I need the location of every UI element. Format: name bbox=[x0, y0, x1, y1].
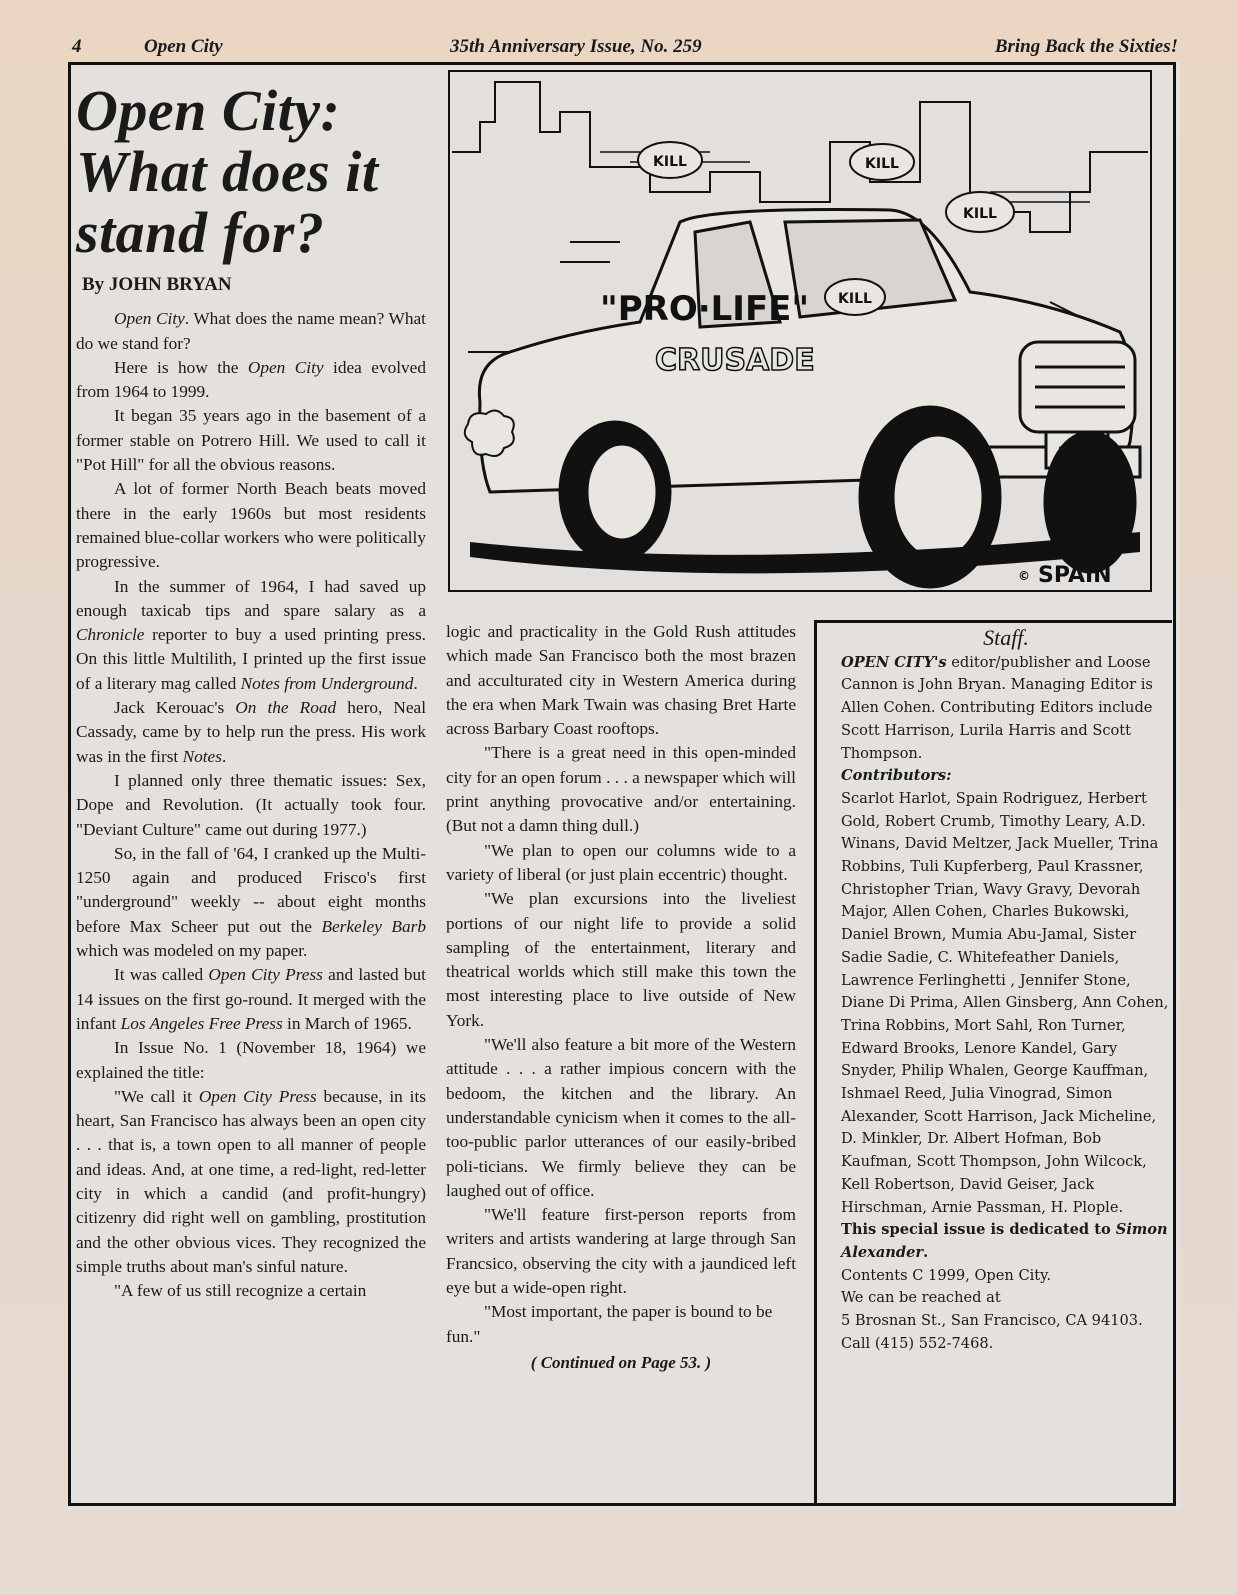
running-head bbox=[72, 36, 1178, 60]
paragraph: It was called Open City Press and lasted but 14 issues on the first go-round. It merged with the infant Los Angeles Free Press in March of 1965. bbox=[76, 965, 426, 1033]
headline-line: What does it bbox=[76, 139, 379, 204]
continued-on-link[interactable]: ( Continued on Page 53. ) bbox=[530, 1352, 712, 1372]
contact-line: We can be reached at bbox=[841, 1289, 1001, 1307]
paragraph: "We'll also feature a bit more of the Western attitude . . . a rather impious concern with the bedoom, the kitchen and the library. An understandable cynicism when it comes to the all-too-public parlor utterances of our easily-bribed poli-ticians. We firmly believe they can be laughed out of office. bbox=[446, 1035, 796, 1200]
copyright-notice: Contents C 1999, Open City. bbox=[841, 1266, 1052, 1284]
editorial-cartoon bbox=[448, 70, 1152, 592]
article-column-1 bbox=[76, 80, 426, 1303]
svg-text:KILL: KILL bbox=[865, 156, 899, 172]
paragraph: It began 35 years ago in the basement of a former stable on Potrero Hill. We used to call it "Pot Hill" for all the obvious reasons. bbox=[76, 406, 426, 475]
article-column-2 bbox=[446, 620, 796, 1375]
artist-signature: SPAIN bbox=[1038, 563, 1112, 588]
svg-text:KILL: KILL bbox=[653, 154, 687, 170]
thought-bubble bbox=[825, 279, 885, 315]
paragraph: "A few of us still recognize a certain bbox=[114, 1281, 367, 1301]
staff-box bbox=[814, 620, 1172, 1506]
paragraph: Open City. What does the name mean? What do we stand for? bbox=[76, 309, 426, 353]
paragraph: Jack Kerouac's On the Road hero, Neal Cassady, came by to help run the press. His work was in the first Notes. bbox=[76, 698, 427, 766]
page-number: 4 bbox=[72, 36, 82, 57]
byline: By JOHN BRYAN bbox=[82, 274, 232, 295]
headline-line: stand for? bbox=[76, 200, 325, 265]
dedication: This special issue is dedicated to Simon Alexander. bbox=[841, 1221, 1168, 1261]
issue-label: 35th Anniversary Issue, No. 259 bbox=[450, 36, 702, 57]
staff-editors: OPEN CITY's editor/publisher and Loose Cannon is John Bryan. Managing Editor is Allen Cohen. Contributing Editors include Scott Harrison, Lurila Harris and Scott Thompson. bbox=[841, 653, 1153, 762]
headline bbox=[76, 80, 426, 263]
copyright-mark: © bbox=[1018, 569, 1030, 583]
car-lettering-pro-life: "PRO·LIFE" bbox=[600, 289, 810, 329]
paragraph: In the summer of 1964, I had saved up enough taxicab tips and spare salary as a Chronicle reporter to buy a used printing press. On this little Multilith, I printed up the first issue of a literary mag called Notes from Underground. bbox=[76, 576, 426, 693]
publication-name: Open City bbox=[144, 36, 223, 57]
paragraph: "We'll feature first-person reports from writers and artists wandering at large through San Francsico, observing the city with a jaundiced left eye but a wide-open right. bbox=[446, 1205, 796, 1298]
paragraph: I planned only three thematic issues: Sex, Dope and Revolution. (It actually took four. "Deviant Culture" came out during 1977.) bbox=[76, 770, 426, 839]
svg-text:KILL: KILL bbox=[963, 206, 997, 222]
headline-line: Open City: bbox=[76, 78, 341, 143]
license-plate: KILL bbox=[1057, 443, 1097, 462]
paragraph: "Most important, the paper is bound to be fun." bbox=[446, 1302, 773, 1346]
svg-text:KILL: KILL bbox=[838, 291, 872, 307]
thought-bubble bbox=[946, 192, 1014, 232]
contributors-label: Contributors: bbox=[841, 767, 952, 785]
paragraph: "We call it Open City Press because, in its heart, San Francisco has always been an open city . . . that is, a town open to all manner of people and ideas. And, at one time, a red-light, red-letter city in which a candid (and profit-hungry) citizenry did right well on gambling, prostitution and the other obvious vices. They recognized the simple truths about man's sinful nature. bbox=[76, 1086, 426, 1276]
paragraph: A lot of former North Beach beats moved there in the early 1960s but most residents remained blue-collar workers who were politically progressive. bbox=[76, 479, 426, 572]
slogan: Bring Back the Sixties! bbox=[994, 36, 1178, 57]
contributors-list: Scarlot Harlot, Spain Rodriguez, Herbert Gold, Robert Crumb, Timothy Leary, A.D. Winans, David Meltzer, Jack Mueller, Trina Robbins, Tuli Kupferberg, Paul Krassner, Christopher Trian, Wavy Gravy, Devorah Major, Allen Cohen, Charles Bukowski, Daniel Brown, Mumia Abu-Jamal, Sister Sadie Sadie, C. Whitefeather Daniels, Lawrence Ferlinghetti , Jennifer Stone, Diane Di Prima, Allen Ginsberg, Ann Cohen, Trina Robbins, Mort Sahl, Ron Turner, Edward Brooks, Lenore Kandel, Gary Snyder, Philip Whalen, George Kauffman, Ishmael Reed, Julia Vinograd, Simon Alexander, Scott Harrison, Jack Micheline, D. Minkler, Dr. Albert Hofman, Bob Kaufman, Scott Thompson, John Wilcock, Kell Robertson, David Geiser, Jack Hirschman, Arnie Passman, H. Plople. bbox=[841, 789, 1169, 1216]
paragraph: In Issue No. 1 (November 18, 1964) we explained the title: bbox=[76, 1038, 426, 1082]
cartoon-drawing bbox=[450, 72, 1150, 590]
thought-bubble bbox=[638, 142, 702, 178]
paragraph: logic and practicality in the Gold Rush attitudes which made San Francisco both the most brazen and acculturated city in Western America during the era when Mark Twain was chasing Bret Harte across Barbary Coast rooftops. bbox=[446, 622, 796, 739]
car-lettering-crusade: CRUSADE bbox=[655, 343, 815, 378]
paragraph: Here is how the Open City idea evolved from 1964 to 1999. bbox=[76, 357, 426, 402]
staff-title: Staff. bbox=[983, 625, 1029, 650]
paragraph: So, in the fall of '64, I cranked up the Multi-1250 again and produced Frisco's first "underground" weekly -- about eight months before Max Scheer put out the Berkeley Barb which was modeled on my paper. bbox=[76, 843, 426, 961]
paragraph: "We plan excursions into the liveliest portions of our night life to provide a solid sampling of the entertainment, literary and theatrical worlds which still make this town the most interesting place to live outside of New York. bbox=[446, 889, 796, 1030]
thought-bubble bbox=[850, 144, 914, 180]
paragraph: "We plan to open our columns wide to a variety of liberal (or just plain eccentric) thought. bbox=[446, 840, 796, 884]
paragraph: "There is a great need in this open-minded city for an open forum . . . a newspaper which will print anything provocative and/or entertaining. (But not a damn thing dull.) bbox=[446, 743, 796, 836]
contact-address: 5 Brosnan St., San Francisco, CA 94103. Call (415) 552-7468. bbox=[841, 1312, 1143, 1352]
